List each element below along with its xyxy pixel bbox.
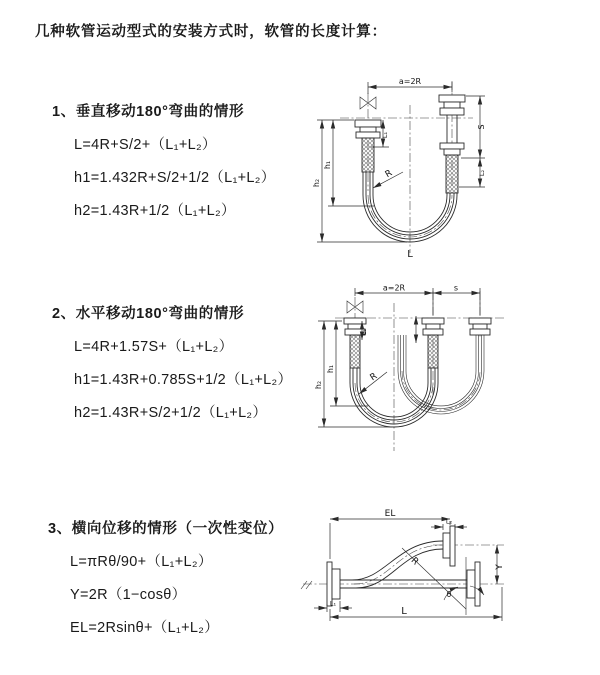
dim-label-l1: L₁	[329, 599, 337, 608]
dim-label-h1: h₁	[323, 160, 332, 170]
dim-label-l: L	[401, 606, 407, 617]
formula-y: Y=2R（1−cosθ）	[70, 587, 187, 603]
diagram-lateral-displacement	[298, 505, 600, 665]
pipe-break-mark	[301, 581, 312, 589]
radius-label: R	[408, 555, 421, 568]
left-flange-fitting	[355, 120, 381, 172]
middle-flange-fitting	[422, 318, 444, 368]
dim-label-width: a=2R	[382, 283, 406, 293]
dimension-lines	[318, 288, 480, 427]
formula-length: L=4R+1.57S+（L₁+L₂）	[74, 339, 234, 355]
dim-label-s: S	[477, 124, 486, 130]
right-flange	[467, 562, 480, 606]
radius-label: R	[368, 371, 380, 384]
dim-label-l2: L₂	[445, 517, 453, 526]
left-flange-fitting	[344, 318, 366, 368]
section-horizontal-movement	[52, 302, 352, 422]
dim-label-s: s	[453, 283, 459, 293]
dim-label-l2: L₂	[478, 169, 486, 177]
hose-u-displaced-position	[398, 335, 484, 414]
diagram-horizontal-180-bend	[310, 283, 590, 460]
right-flange-fitting	[469, 318, 491, 335]
length-label: L	[407, 249, 413, 260]
dim-label-l1: L₁	[360, 328, 368, 336]
formula-h1: h1=1.432R+S/2+1/2（L₁+L₂）	[74, 170, 276, 186]
formula-h2: h2=1.43R+S/2+1/2（L₁+L₂）	[74, 405, 268, 421]
formula-el: EL=2Rsinθ+（L₁+L₂）	[70, 620, 220, 636]
angle-label: θ	[446, 590, 452, 599]
dim-label-h1: h₁	[326, 364, 335, 374]
section-3-heading: 3、横向位移的情形（一次性变位）	[48, 521, 284, 537]
section-1-heading: 1、垂直移动180°弯曲的情形	[52, 104, 245, 120]
dim-label-y: Y	[495, 564, 505, 570]
s-curve-hose-displaced	[340, 541, 443, 588]
radius-label: R	[383, 168, 395, 181]
formula-length: L=πRθ/90+（L₁+L₂）	[70, 554, 213, 570]
formula-h1: h1=1.43R+0.785S+1/2（L₁+L₂）	[74, 372, 293, 388]
formula-length: L=4R+S/2+（L₁+L₂）	[74, 137, 217, 153]
section-2-heading: 2、水平移动180°弯曲的情形	[52, 306, 245, 322]
dim-label-width: a=2R	[398, 77, 422, 86]
dim-label-h2: h₂	[314, 380, 323, 390]
dim-label-el: EL	[384, 509, 396, 519]
page-title: 几种软管运动型式的安装方式时，软管的长度计算：	[35, 24, 387, 40]
section-vertical-movement	[52, 100, 352, 220]
formula-h2: h2=1.43R+1/2（L₁+L₂）	[74, 203, 236, 219]
dim-label-l1: L₁	[381, 131, 389, 139]
upper-flange	[443, 526, 455, 566]
dim-label-h2: h₂	[312, 178, 321, 188]
diagram-vertical-180-bend	[310, 75, 590, 260]
right-flange-fitting	[439, 95, 465, 193]
